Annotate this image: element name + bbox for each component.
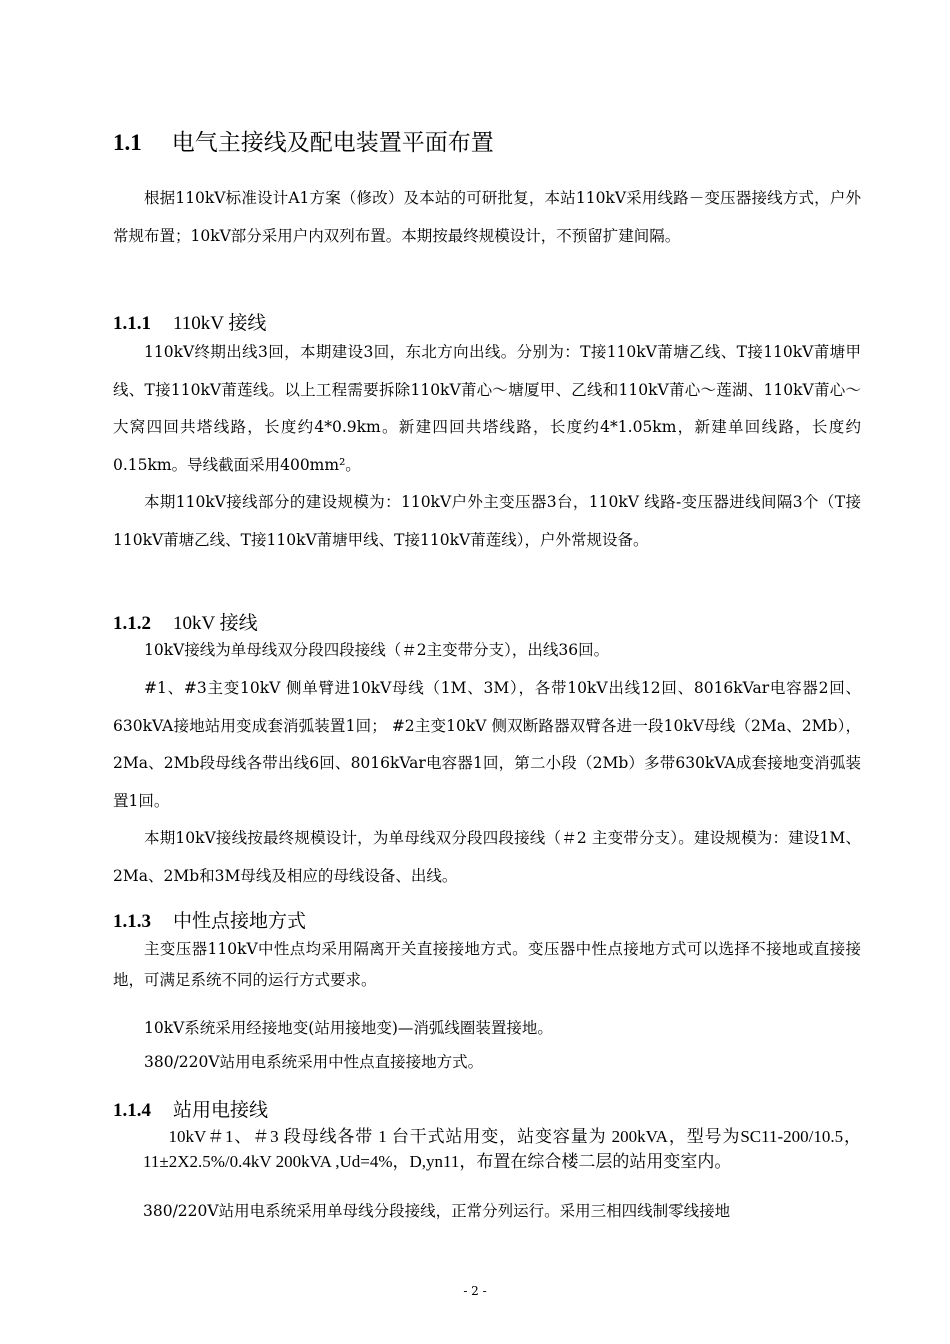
section-intro-paragraph: 根据110kV标准设计A1方案（修改）及本站的可研批复，本站110kV采用线路－变压器接线方式，户外常规布置；10kV部分采用户内双列布置。本期按最终规模设计，不预留扩建间隔。 [113,189,861,245]
subsection-number: 1.1.3 [113,911,151,932]
subsection-number: 1.1.4 [113,1100,151,1121]
subsection-heading-2 [113,608,258,635]
paragraph: #1、#3主变10kV 侧单臂进10kV母线（1M、3M），各带10kV出线12回、8016kVar电容器2回、630kVA接地站用变成套消弧装置1回； #2主变10kV 侧双断路器双臂各进一段10kV母线（2Ma、2Mb），2Ma、2Mb段母线各带出线6回、8016kVar电容器1回，第二小段（2Mb）多带630kVA成套接地变消弧装置1回。 [113,679,861,810]
subsection-title: 站用电接线 [173,1100,269,1121]
subsection-title: 中性点接地方式 [173,911,307,932]
paragraph: 110kV终期出线3回，本期建设3回，东北方向出线。分别为：T接110kV莆塘乙线、T接110kV莆塘甲线、T接110kV莆莲线。以上工程需要拆除110kV莆心～塘厦甲、乙线和110kV莆心～莲湖、110kV莆心～大窝四回共塔线路，长度约4*0.9km。新建四回共塔线路，长度约4*1.05km，新建单回线路，长度约0.15km。导线截面采用400mm²。 [113,343,861,474]
paragraph: 10kV接线为单母线双分段四段接线（＃2主变带分支），出线36回。 [144,641,610,659]
section-title: 电气主接线及配电装置平面布置 [171,130,494,155]
subsection-heading-4 [113,1095,268,1122]
paragraph: 10kV＃1、＃3 段母线各带 1 台干式站用变，站变容量为 200kVA，型号为SC11-200/10.5，11±2X2.5%/0.4kV 200kVA ,Ud=4%，D,yn11，布置在综合楼二层的站用变室内。 [143,1127,861,1171]
subsection-number: 1.1.2 [113,613,151,634]
paragraph: 380/220V站用电系统采用中性点直接接地方式。 [144,1053,484,1071]
subsection-number: 1.1.1 [113,313,151,334]
section-heading [113,124,494,157]
section-number: 1.1 [113,130,142,155]
paragraph: 本期10kV接线按最终规模设计，为单母线双分段四段接线（＃2 主变带分支）。建设规模为：建设1M、2Ma、2Mb和3M母线及相应的母线设备、出线。 [113,829,861,885]
subsection-title: 10kV 接线 [173,613,258,634]
subsection-title: 110kV 接线 [173,313,267,334]
paragraph: 380/220V站用电系统采用单母线分段接线，正常分列运行。采用三相四线制零线接地 [143,1202,731,1220]
subsection-heading-3 [113,906,306,933]
paragraph: 10kV系统采用经接地变(站用接地变)—消弧线圈装置接地。 [144,1019,553,1037]
page-number: - 2 - [463,1284,487,1298]
paragraph: 本期110kV接线部分的建设规模为：110kV户外主变压器3台，110kV 线路-变压器进线间隔3个（T接110kV莆塘乙线、T接110kV莆塘甲线、T接110kV莆莲线），户外常规设备。 [113,493,861,549]
paragraph: 主变压器110kV中性点均采用隔离开关直接接地方式。变压器中性点接地方式可以选择不接地或直接接地，可满足系统不同的运行方式要求。 [113,940,861,989]
subsection-heading-1 [113,308,266,335]
